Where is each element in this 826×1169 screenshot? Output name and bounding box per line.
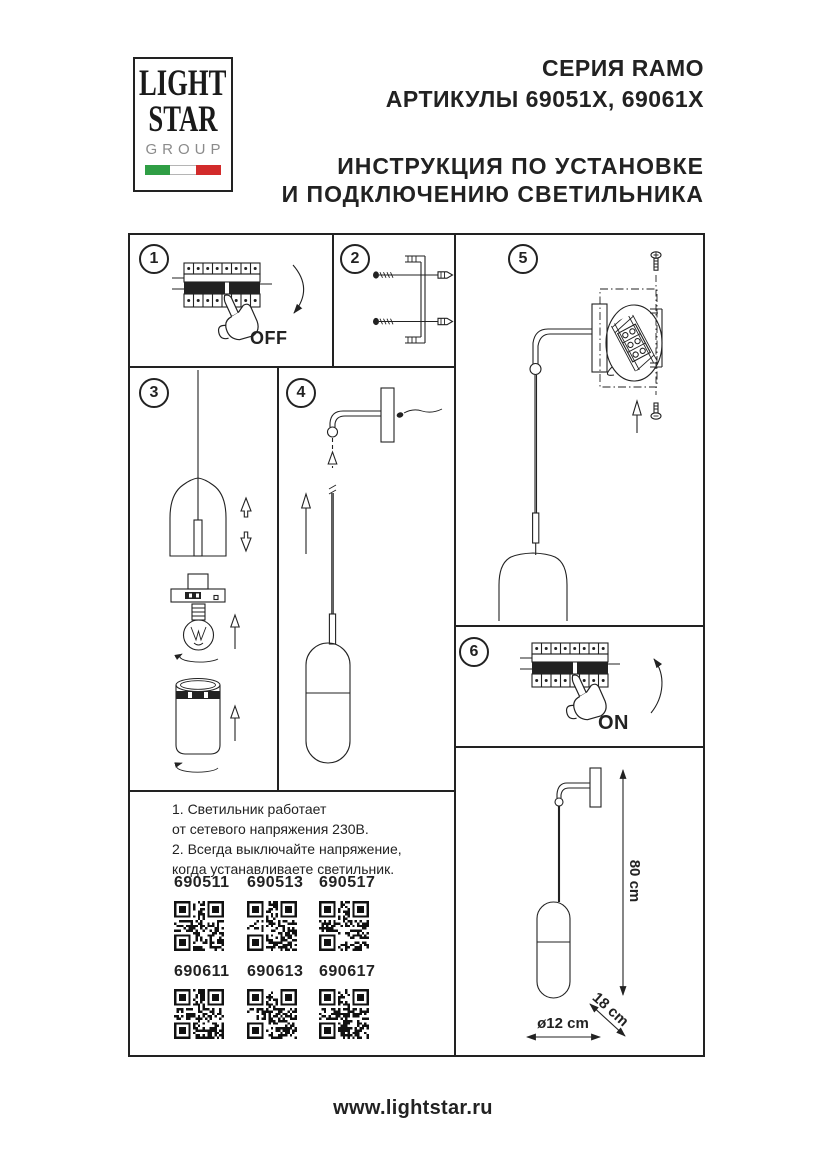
bracket-arm — [557, 783, 590, 798]
article-number: 690611 — [174, 963, 230, 980]
wall-plate — [590, 768, 601, 807]
step-6-badge: 6 — [459, 637, 489, 667]
terminal-slot — [196, 594, 199, 598]
flag-red — [196, 165, 221, 175]
ball-joint — [555, 798, 563, 806]
capsule-shade-icon — [537, 902, 570, 998]
document-title — [386, 53, 704, 115]
step-2-badge: 2 — [340, 244, 370, 274]
terminal-block-detail — [605, 302, 664, 384]
grid-divider — [128, 790, 455, 792]
qr-code — [174, 901, 224, 951]
capsule-shade-icon — [306, 643, 350, 763]
article-number: 690613 — [247, 963, 304, 980]
bracket-arm — [330, 411, 381, 427]
step-3-lamp-assembly-drawing — [130, 368, 275, 789]
step-6-breaker-on-drawing — [456, 627, 703, 745]
logo-light: LIGHT — [139, 63, 227, 104]
turn-on-arrow-icon — [651, 659, 662, 713]
bracket-arm — [533, 329, 592, 364]
screw-icon — [373, 271, 438, 278]
dimensions-drawing — [456, 748, 703, 1055]
light-bulb-icon — [184, 604, 214, 650]
qr-code — [319, 989, 369, 1039]
ball-joint — [530, 364, 541, 375]
step-4-shade-hanging-drawing — [279, 368, 453, 789]
arrow-up-icon — [302, 494, 311, 508]
arrow-up-icon — [231, 706, 239, 718]
qr-code — [319, 901, 369, 951]
detail-frame — [600, 289, 657, 387]
note-line: 2. Всегда выключайте напряжение, — [172, 841, 402, 857]
step-4-badge: 4 — [286, 378, 316, 408]
screw-icon — [651, 403, 661, 419]
flag-white — [170, 165, 195, 175]
arrow-up-icon — [328, 452, 337, 464]
rotate-arrow-icon — [180, 654, 218, 662]
canopy-stem — [194, 520, 202, 556]
subtitle-line2: И ПОДКЛЮЧЕНИЮ СВЕТИЛЬНИКА — [281, 181, 704, 207]
suspension-rod — [535, 375, 537, 513]
website-url: www.lightstar.ru — [333, 1097, 493, 1119]
arrow-down-icon — [241, 532, 251, 551]
article-number: 690517 — [319, 874, 376, 891]
terminal-slot — [189, 594, 192, 598]
ball-joint — [328, 427, 338, 437]
article-number: 690513 — [247, 874, 304, 891]
suspension-rod — [332, 493, 333, 614]
step-5-badge: 5 — [508, 244, 538, 274]
terminal-detail-balloon — [605, 302, 664, 384]
qr-code — [174, 989, 224, 1039]
rotate-arrow-icon — [177, 763, 218, 772]
step-5-wall-mounting-drawing — [456, 235, 703, 623]
flag-green — [145, 165, 170, 175]
wall-anchor-icon — [438, 318, 453, 324]
articles-title: АРТИКУЛЫ 69051X, 69061X — [385, 86, 704, 112]
wall-plate — [381, 388, 394, 442]
dome-shade-icon — [499, 553, 567, 621]
series-title: СЕРИЯ RAMO — [541, 55, 704, 81]
lightstar-logo — [133, 57, 233, 192]
diameter-dimension-label: ø12 cm — [537, 1015, 589, 1032]
rod-connector — [533, 513, 539, 543]
qr-code — [247, 901, 297, 951]
off-label: OFF — [250, 328, 288, 348]
mounting-bracket-icon — [405, 256, 425, 343]
rod-connector — [329, 614, 335, 644]
document-subtitle — [282, 152, 704, 208]
screw-icon — [396, 409, 442, 419]
suspension-rod — [559, 806, 560, 902]
safety-notes — [172, 799, 444, 879]
turn-off-arrow-icon — [293, 265, 304, 313]
depth-dimension-label: 18 cm — [588, 989, 632, 1031]
step-1-badge: 1 — [139, 244, 169, 274]
step-3-badge: 3 — [139, 378, 169, 408]
arrow-up-icon — [633, 401, 641, 415]
arrow-up-icon — [231, 615, 239, 627]
wall-plate — [592, 304, 607, 372]
circuit-breaker-icon — [172, 263, 272, 307]
article-number: 690617 — [319, 963, 376, 980]
socket-housing — [188, 574, 208, 589]
logo-group: GROUP — [145, 141, 226, 158]
screw-icon — [373, 318, 438, 325]
height-dimension-label: 80 cm — [626, 859, 644, 903]
note-line: 1. Светильник работает — [172, 801, 327, 817]
on-label: ON — [598, 712, 629, 734]
bracket-hatch — [408, 256, 416, 343]
article-number: 690511 — [174, 874, 230, 891]
rod-break-marks — [329, 485, 336, 494]
wall-anchor-icon — [438, 272, 453, 278]
glass-shade-icon — [176, 679, 220, 755]
logo-star: STAR — [148, 99, 218, 140]
plate-screw — [214, 596, 218, 600]
arrow-up-icon — [241, 498, 251, 517]
subtitle-line1: ИНСТРУКЦИЯ ПО УСТАНОВКЕ — [337, 153, 704, 179]
circuit-breaker-icon — [520, 643, 620, 687]
note-line: когда устанавливаете светильник. — [172, 861, 395, 877]
screw-icon — [651, 252, 661, 270]
italian-flag-icon — [145, 165, 221, 175]
qr-code — [247, 989, 297, 1039]
note-line: от сетевого напряжения 230В. — [172, 821, 369, 837]
